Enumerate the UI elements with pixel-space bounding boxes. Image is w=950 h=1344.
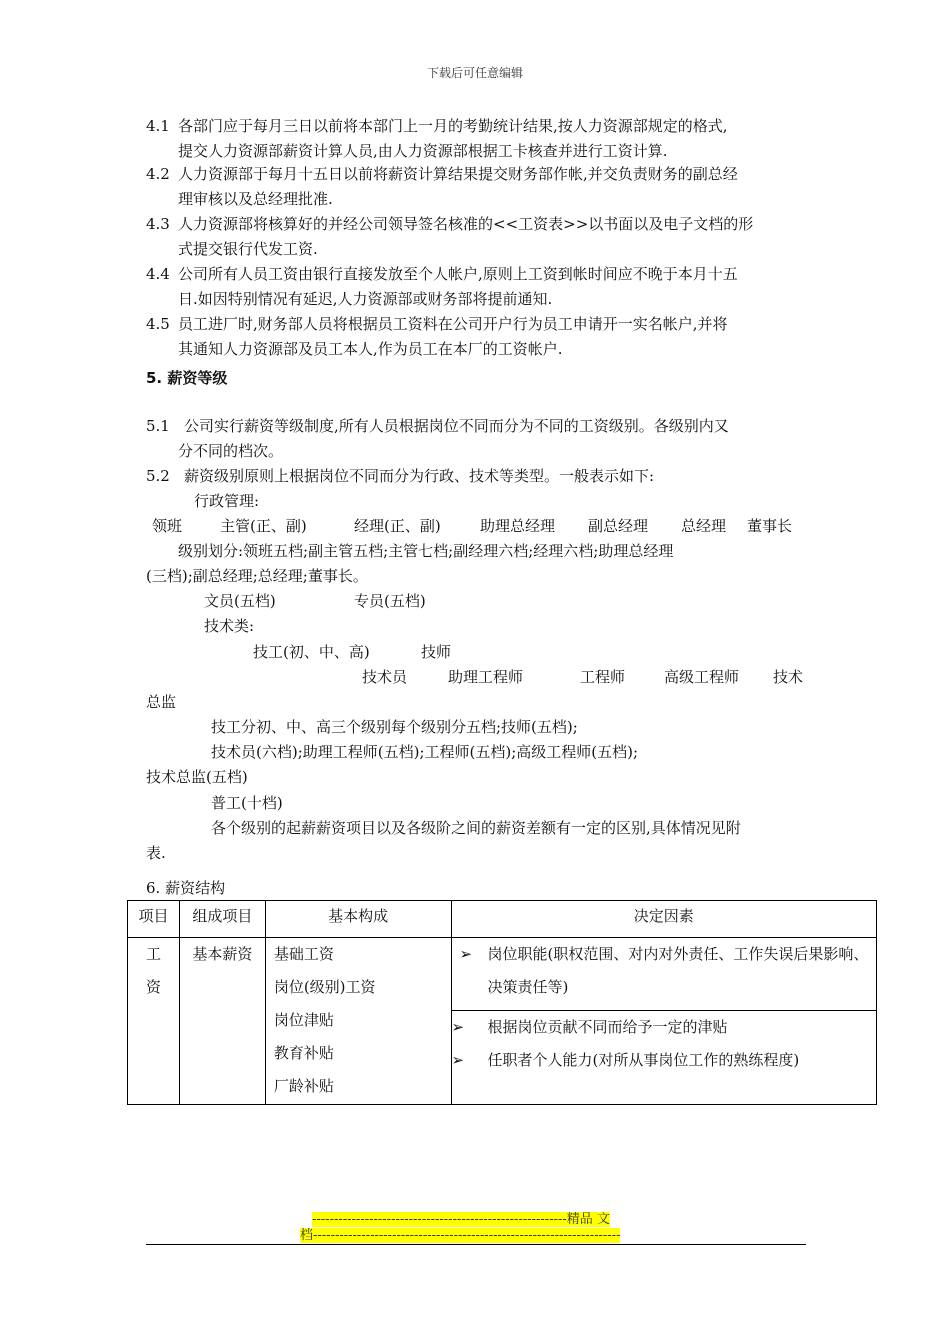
table-header-row — [128, 901, 877, 938]
clause-number: 4.1 — [146, 117, 170, 135]
admin-level: 领班 — [152, 517, 183, 535]
arrow-bullet-icon: ➢ — [451, 1018, 465, 1036]
tech-level-wrap: 总监 — [146, 693, 177, 711]
admin-level: 董事长 — [747, 517, 793, 535]
salary-structure-table — [127, 900, 877, 1105]
factor-cell — [451, 938, 876, 1011]
admin-level: 主管(正、副) — [220, 517, 307, 535]
clause-5-2 — [146, 464, 810, 489]
basic-item: 教育补贴 — [273, 1044, 334, 1062]
specialist-level: 专员(五档) — [354, 592, 426, 610]
factor-text: 任职者个人能力(对所从事岗位工作的熟练程度) — [487, 1051, 800, 1069]
component-cell — [179, 938, 265, 1105]
basic-item: 岗位(级别)工资 — [273, 978, 376, 996]
admin-level: 经理(正、副) — [354, 517, 441, 535]
component-text: 基本薪资 — [192, 945, 253, 963]
clause-number: 4.2 — [146, 165, 170, 183]
factor-line — [452, 1044, 876, 1077]
tech-level: 技术 — [773, 668, 804, 686]
clause-text: 薪资级别原则上根据岗位不同而分为行政、技术等类型。一般表示如下: — [184, 467, 655, 485]
clause-text: 人力资源部将核算好的并经公司领导签名核准的<<工资表>>以书面以及电子文档的形 — [178, 215, 754, 233]
tech-level: 助理工程师 — [448, 668, 524, 686]
table-header-cell: 项目 — [128, 901, 180, 938]
clause-text: 式提交银行代发工资. — [178, 240, 318, 258]
clause-text: 其通知人力资源部及员工本人,作为员工在本厂的工资帐户. — [178, 340, 563, 358]
table-header-cell: 组成项目 — [179, 901, 265, 938]
item-char: 工 — [145, 945, 161, 963]
admin-division: 级别划分:领班五档;副主管五档;主管七档;副经理六档;经理六档;助理总经理 — [178, 542, 674, 560]
footer-line: 档---------------------------------------------------------------------- — [300, 1228, 621, 1243]
clause-number: 5.1 — [146, 417, 170, 435]
section-6-title-text: 6. 薪资结构 — [146, 879, 226, 897]
footer-line: ----------------------------------------------------------精品 文 — [312, 1212, 610, 1227]
clause-text: 各部门应于每月三日以前将本部门上一月的考勤统计结果,按人力资源部规定的格式, — [178, 117, 728, 135]
clause-text: 日.如因特别情况有延迟,人力资源部或财务部将提前通知. — [178, 290, 553, 308]
clause-number: 5.2 — [146, 467, 170, 485]
clause-text: 员工进厂时,财务部人员将根据员工资料在公司开户行为员工申请开一实名帐户,并将 — [178, 315, 728, 333]
clause-text: 公司实行薪资等级制度,所有人员根据岗位不同而分为不同的工资级别。各级别内又 — [184, 417, 729, 435]
footer-rule — [146, 1244, 806, 1245]
table-header-cell: 决定因素 — [451, 901, 876, 938]
clause-number: 4.5 — [146, 315, 170, 333]
page-header: 下载后可任意编辑 — [426, 66, 523, 80]
tech-level: 高级工程师 — [664, 668, 740, 686]
tech-label: 技术类: — [204, 617, 255, 635]
clause-text: 理审核以及总经理批准. — [178, 190, 333, 208]
section-5-title: 5. 薪资等级 — [146, 369, 228, 387]
tech-level: 技术员 — [362, 668, 408, 686]
factor-text: 岗位职能(职权范围、对内对外责任、工作失误后果影响、决策责任等) — [487, 945, 869, 996]
note-text: 各个级别的起薪薪资项目以及各级阶之间的薪资差额有一定的区别,具体情况见附 — [211, 819, 741, 837]
arrow-bullet-icon: ➢ — [459, 945, 473, 963]
clause-text: 分不同的档次。 — [178, 442, 284, 460]
clause-4-4 — [146, 262, 810, 312]
clause-text: 人力资源部于每月十五日以前将薪资计算结果提交财务部作帐,并交负责财务的副总经 — [178, 165, 738, 183]
tech-division-cont: 技术总监(五档) — [146, 768, 248, 786]
basic-item: 岗位津贴 — [273, 1011, 334, 1029]
admin-level: 副总经理 — [588, 517, 649, 535]
factor-line — [452, 1011, 876, 1044]
item-char: 资 — [145, 978, 161, 996]
section-6-title — [146, 876, 225, 901]
arrow-bullet-icon: ➢ — [451, 1051, 465, 1069]
admin-label: 行政管理: — [194, 492, 260, 510]
basic-item: 厂龄补贴 — [273, 1077, 334, 1095]
admin-division-cont: (三档);副总经理;总经理;董事长。 — [146, 567, 368, 585]
tech-level: 技师 — [421, 643, 452, 661]
clause-4-1 — [146, 114, 810, 164]
tech-division: 技术员(六档);助理工程师(五档);工程师(五档);高级工程师(五档); — [211, 743, 639, 761]
general-worker-level: 普工(十档) — [211, 794, 283, 812]
table-row — [128, 938, 877, 1011]
item-cell — [128, 938, 180, 1105]
clause-text: 提交人力资源部薪资计算人员,由人力资源部根据工卡核查并进行工资计算. — [178, 142, 668, 160]
clause-5-1 — [146, 414, 810, 464]
tech-division: 技工分初、中、高三个级别每个级别分五档;技师(五档); — [211, 718, 578, 736]
factor-text: 根据岗位贡献不同而给予一定的津贴 — [487, 1018, 728, 1036]
table-header-cell: 基本构成 — [265, 901, 451, 938]
admin-level: 总经理 — [681, 517, 727, 535]
tech-level: 工程师 — [580, 668, 626, 686]
tech-level: 技工(初、中、高) — [253, 643, 370, 661]
admin-level: 助理总经理 — [480, 517, 556, 535]
clause-number: 4.4 — [146, 265, 170, 283]
clerk-level: 文员(五档) — [204, 592, 276, 610]
basics-cell — [265, 938, 451, 1105]
clause-4-2 — [146, 162, 810, 212]
clause-4-3 — [146, 212, 810, 262]
clause-text: 公司所有人员工资由银行直接发放至个人帐户,原则上工资到帐时间应不晚于本月十五 — [178, 265, 738, 283]
basic-item: 基础工资 — [273, 945, 334, 963]
note-text-cont: 表. — [146, 844, 166, 862]
page-footer — [300, 1212, 620, 1244]
clause-4-5 — [146, 312, 810, 362]
factor-cell — [451, 1011, 876, 1105]
clause-number: 4.3 — [146, 215, 170, 233]
